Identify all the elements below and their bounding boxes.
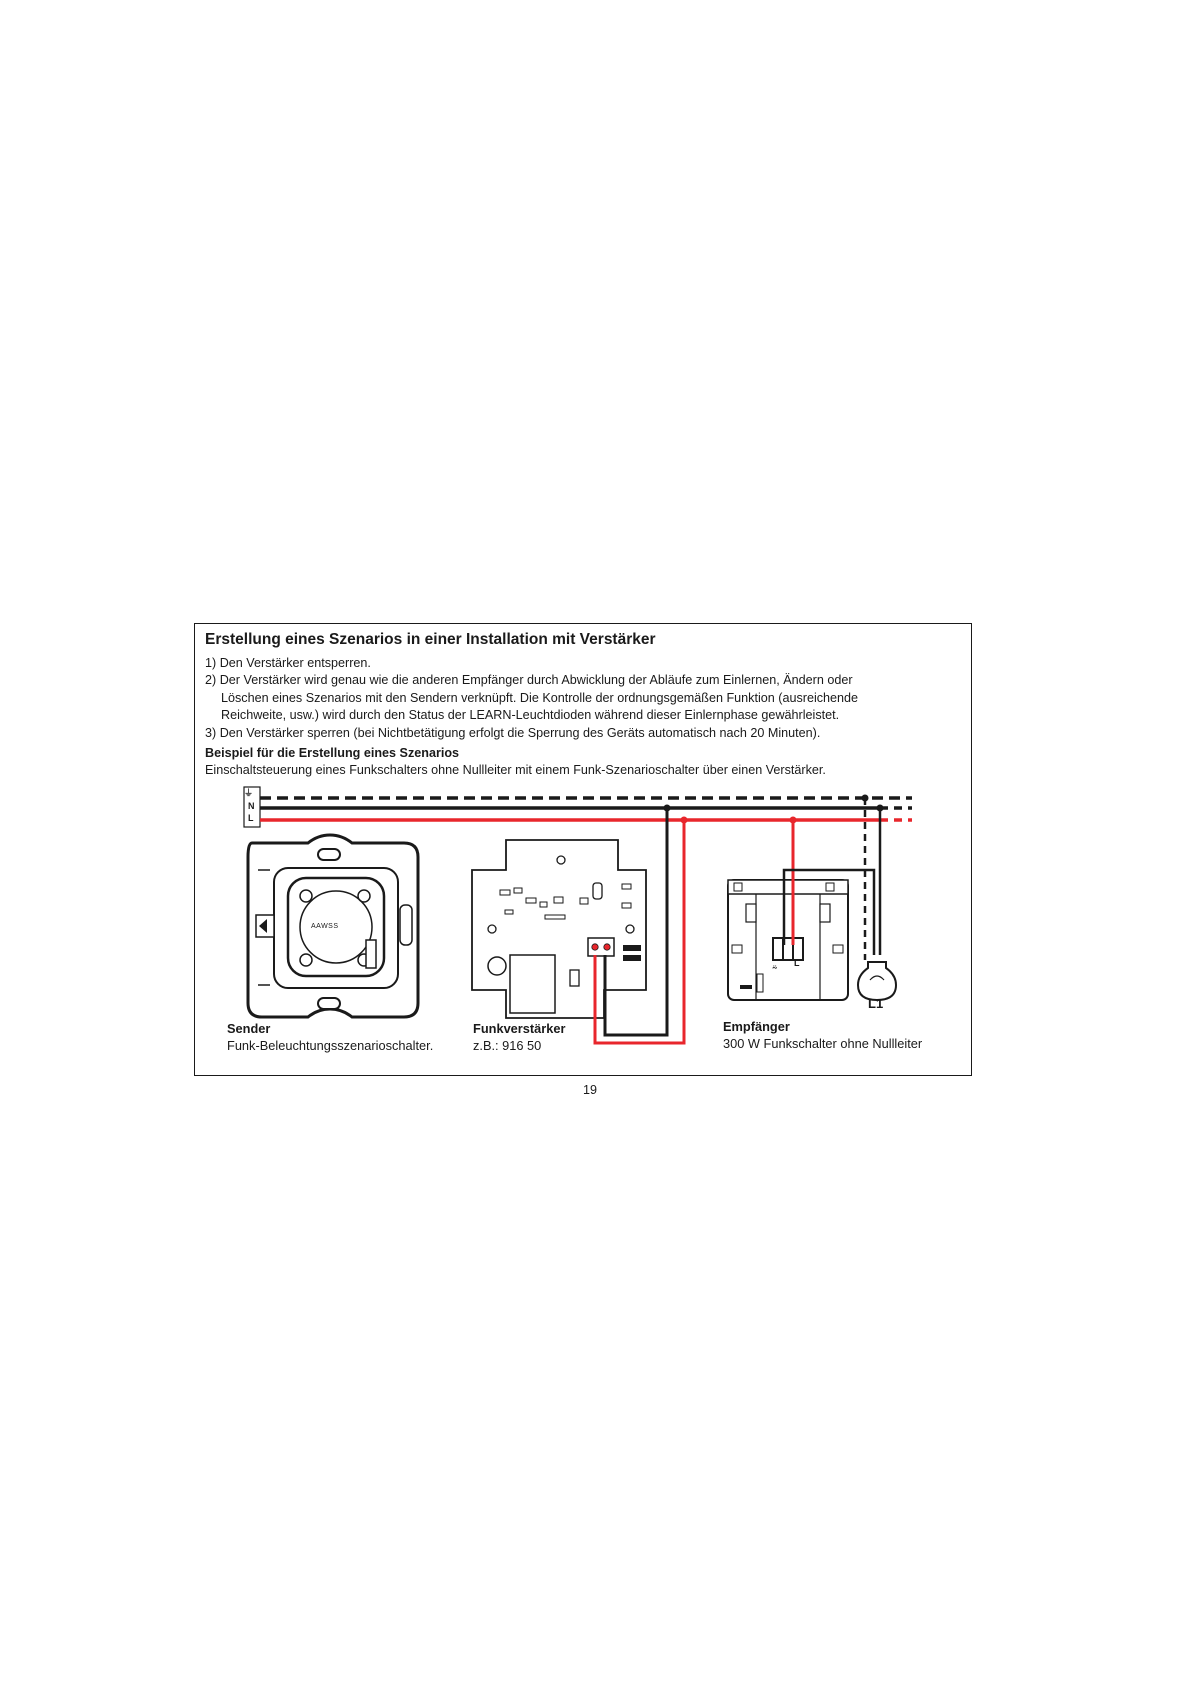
step-2-line-1: 2) Der Verstärker wird genau wie die anderen Empfänger durch Abwicklung der Abläufe zum Einlernen, Ändern oder — [205, 673, 853, 688]
receiver-subtitle: 300 W Funkschalter ohne Nullleiter — [723, 1036, 923, 1051]
receiver-terminal-label: L — [794, 958, 800, 968]
line-terminal-label: L — [248, 813, 254, 823]
receiver-module — [728, 880, 848, 1000]
sender-caption — [227, 1020, 433, 1054]
step-2-line-2: Löschen eines Szenarios mit den Sendern verknüpft. Die Kontrolle der ordnungsgemäßen Funktion (ausreichende — [221, 690, 859, 705]
example-title: Beispiel für die Erstellung eines Szenarios — [205, 746, 460, 760]
sender-subtitle: Funk-Beleuchtungsszenarioschalter. — [227, 1038, 434, 1053]
earth-terminal-label: ⏚ — [244, 788, 254, 798]
sender-chip-label: AAWSS — [311, 923, 339, 930]
lamp-label: L1 — [868, 996, 884, 1011]
sender-title: Sender — [227, 1021, 271, 1036]
lamp-icon — [858, 962, 896, 1000]
repeater-subtitle: z.B.: 916 50 — [473, 1038, 542, 1053]
repeater-caption — [473, 1020, 565, 1054]
receiver-caption — [723, 1018, 922, 1052]
neutral-terminal-label: N — [248, 801, 255, 811]
receiver-title: Empfänger — [723, 1019, 790, 1034]
step-3: 3) Den Verstärker sperren (bei Nichtbetätigung erfolgt die Sperrung des Geräts automatisch nach 20 Minuten). — [205, 725, 821, 740]
step-2-line-3: Reichweite, usw.) wird durch den Status der LEARN-Leuchtdioden während dieser Einlernphase gewährleistet. — [221, 708, 840, 723]
svg-text:⍨: ⍨ — [772, 962, 778, 972]
step-1: 1) Den Verstärker entsperren. — [205, 656, 371, 670]
page-number: 19 — [582, 1083, 597, 1097]
repeater-module — [472, 840, 646, 1018]
example-text: Einschaltsteuerung eines Funkschalters ohne Nullleiter mit einem Funk-Szenarioschalter über einen Verstärker. — [205, 763, 826, 777]
section-title: Erstellung eines Szenarios in einer Installation mit Verstärker — [205, 631, 656, 648]
repeater-title: Funkverstärker — [473, 1021, 566, 1036]
